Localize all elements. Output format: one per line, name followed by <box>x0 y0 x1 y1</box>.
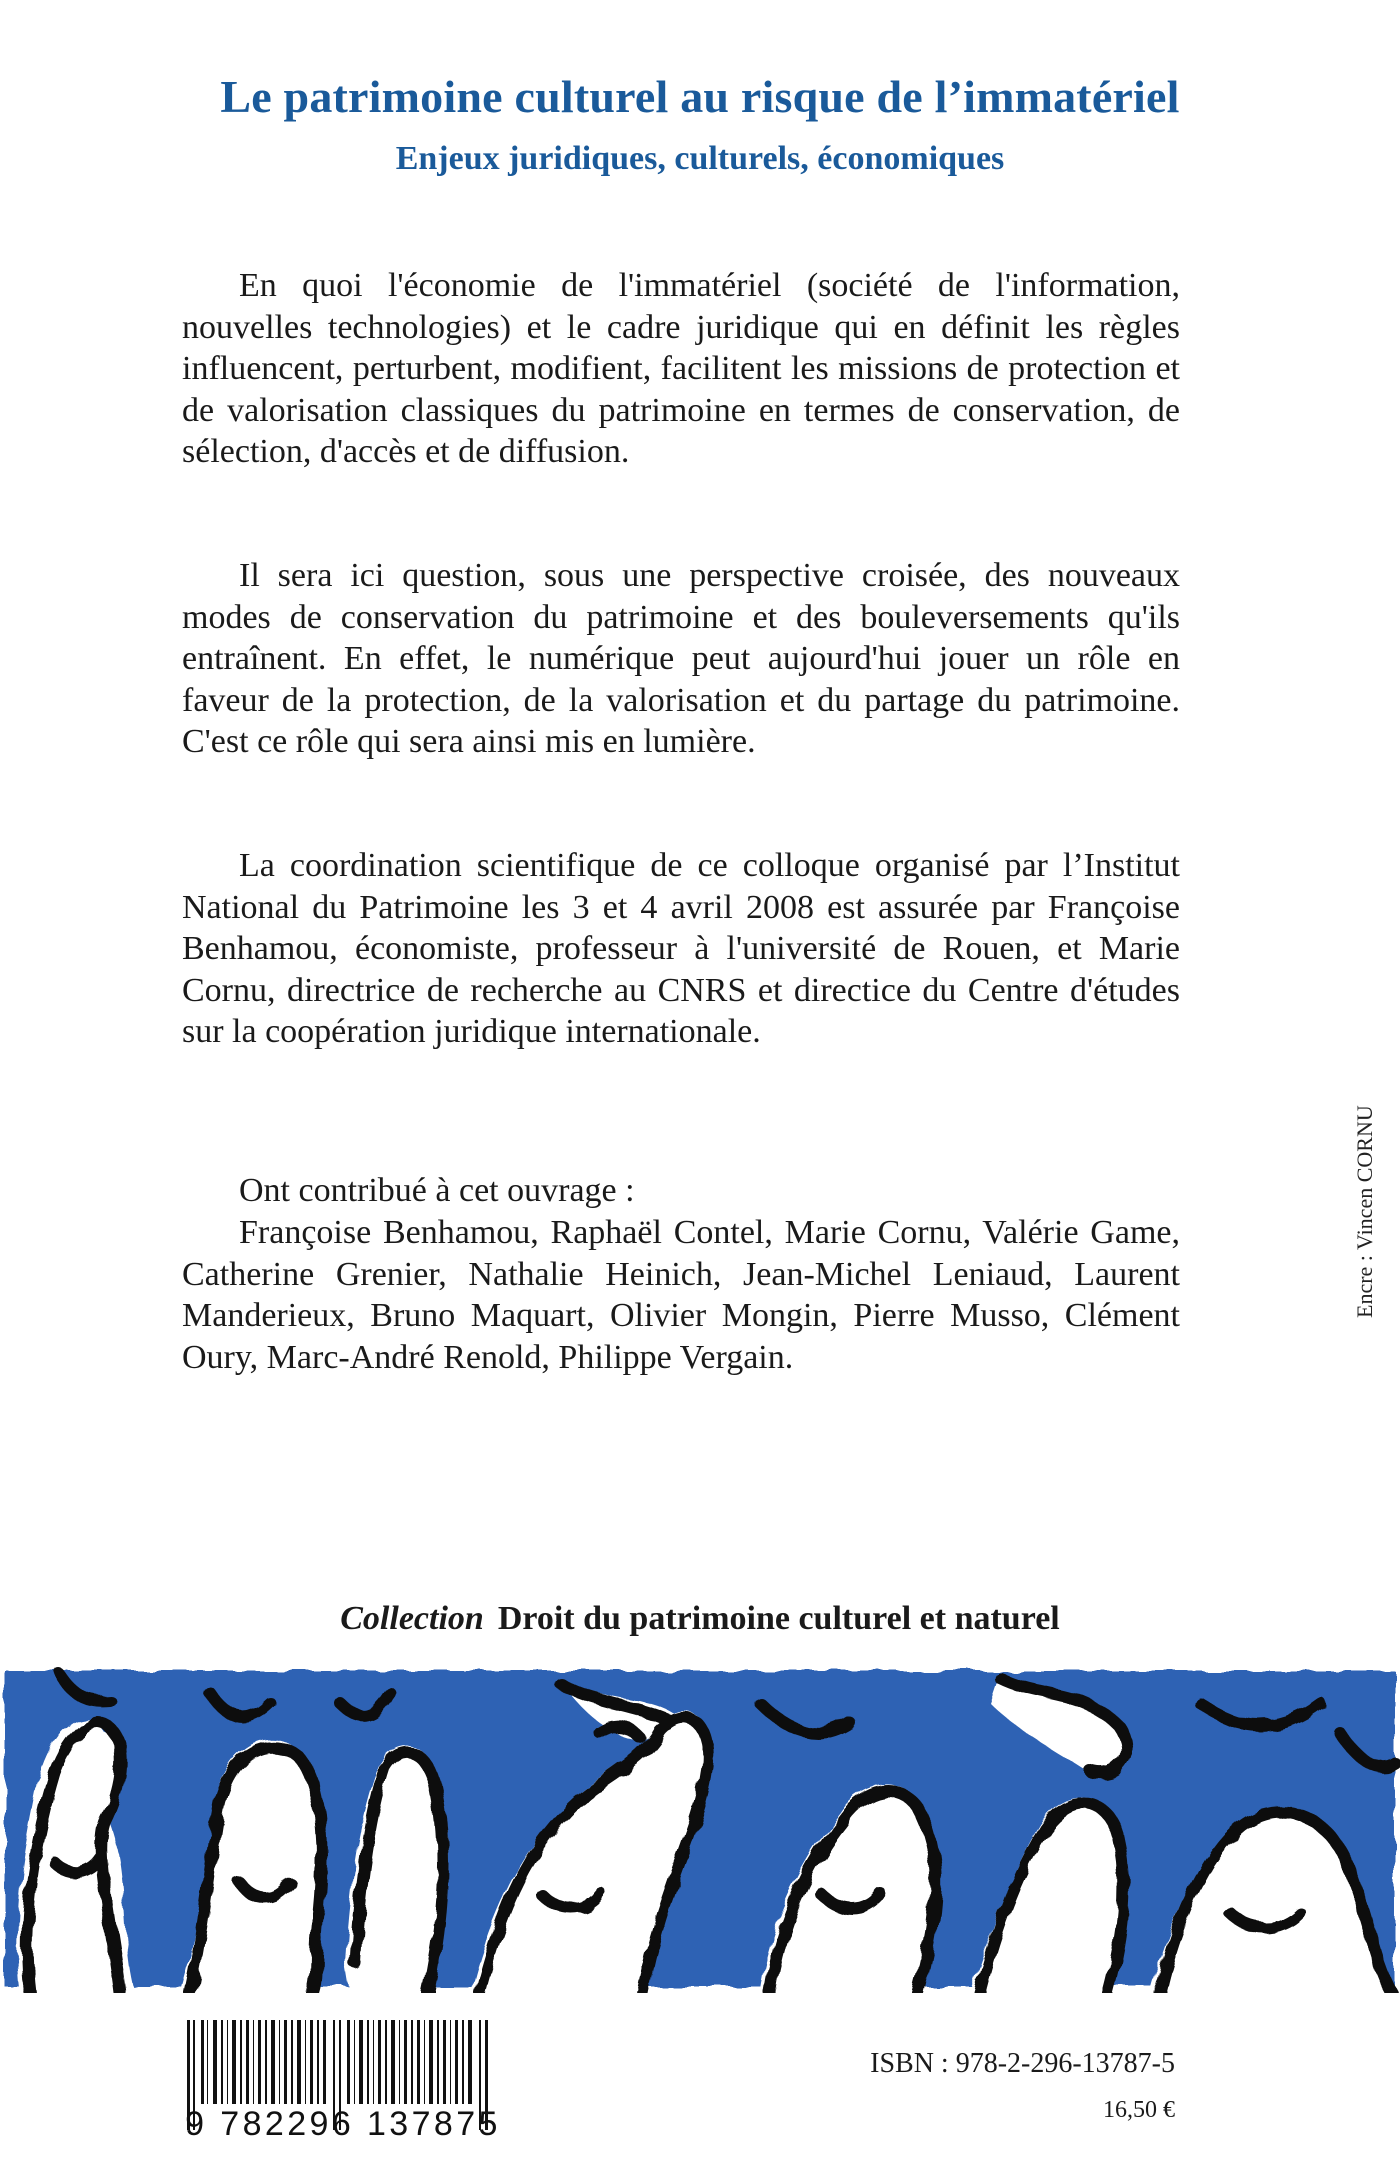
summary-paragraph-3: La coordination scientifique de ce colloque organisé par l’Institut National du Patrimoine les 3 et 4 avril 2008 est assurée par Françoise Benhamou, économiste, professeur à l'université de Rouen, et Marie Cornu, directrice de recherche au CNRS et directice du Centre d'études sur la coopération juridique internationale. <box>182 847 1180 1050</box>
summary-paragraph-2: Il sera ici question, sous une perspective croisée, des nouveaux modes de conservation du patrimoine et des bouleversements qu'ils entraînent. En effet, le numérique peut aujourd'hui jouer un rôle en faveur de la protection, de la valorisation et du partage du patrimoine. C'est ce rôle qui sera ainsi mis en lumière. <box>182 557 1180 760</box>
illustration-credit: Encre : Vincen CORNU <box>1352 1105 1377 1318</box>
price: 16,50 € <box>1103 2097 1175 2123</box>
collection-prefix: Collection <box>340 1600 484 1637</box>
ink-artwork <box>0 1663 1400 1993</box>
barcode-number: 9 782296 137875 <box>185 2105 501 2143</box>
ink-figures-illustration <box>0 1663 1400 1993</box>
summary-paragraph-1: En quoi l'économie de l'immatériel (société de l'information, nouvelles technologies) et le cadre juridique qui en définit les règles influencent, perturbent, modifient, facilitent les missions de protection et de valorisation classiques du patrimoine en termes de conservation, de sélection, d'accès et de diffusion. <box>182 267 1180 470</box>
contributors-list: Françoise Benhamou, Raphaël Contel, Marie Cornu, Valérie Game, Catherine Grenier, Nathalie Heinich, Jean-Michel Leniaud, Laurent Manderieux, Bruno Maquart, Olivier Mongin, Pierre Musso, Clément Oury, Marc-André Renold, Philippe Vergain. <box>182 1214 1180 1376</box>
isbn: ISBN : 978-2-296-13787-5 <box>870 2048 1175 2079</box>
collection-line <box>0 1600 1400 1638</box>
book-title: Le patrimoine culturel au risque de l’immatériel <box>220 71 1180 122</box>
book-subtitle: Enjeux juridiques, culturels, économiques <box>395 140 1005 177</box>
collection-name: Droit du patrimoine culturel et naturel <box>497 1600 1060 1637</box>
contributors-label: Ont contribué à cet ouvrage : <box>239 1172 635 1209</box>
